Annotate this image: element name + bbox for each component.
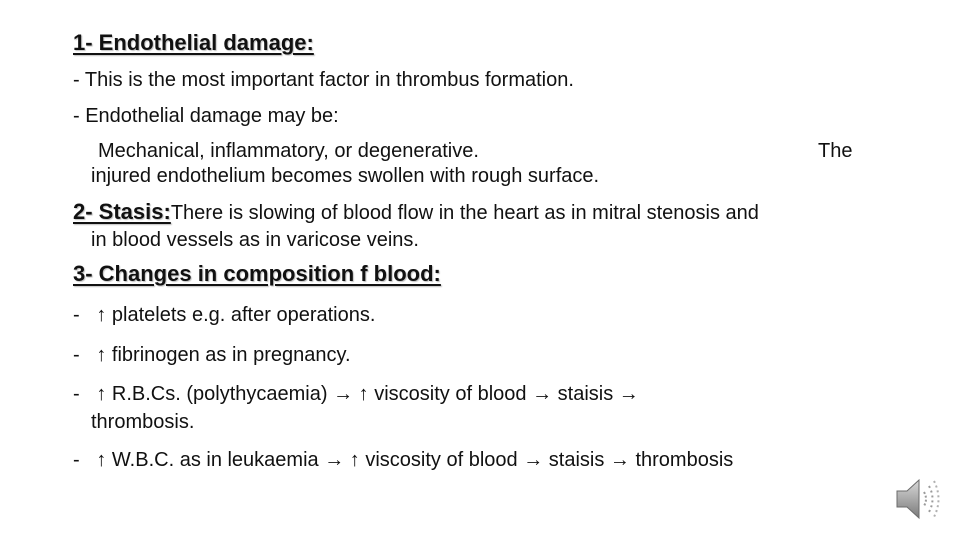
up-arrow-icon: ↑ — [96, 344, 107, 366]
text-line: injured endothelium becomes swollen with rough surface. — [91, 165, 600, 187]
text-line: Mechanical, inflammatory, or degenerative. — [98, 140, 479, 162]
list-text: thrombosis — [635, 449, 734, 471]
list-item-continuation: thrombosis. — [91, 411, 195, 433]
list-item — [73, 303, 375, 327]
list-text: fibrinogen as in pregnancy. — [111, 344, 351, 366]
stasis-paragraph — [73, 200, 759, 225]
right-arrow-icon: → — [333, 383, 354, 405]
text-line: - This is the most important factor in thrombus formation. — [73, 69, 574, 91]
list-text: staisis — [557, 383, 614, 405]
list-text: platelets e.g. after operations. — [111, 304, 376, 326]
up-arrow-icon: ↑ — [96, 304, 107, 326]
list-text: staisis — [548, 449, 605, 471]
heading-stasis: 2- Stasis: — [73, 199, 171, 224]
right-arrow-icon: → — [523, 449, 544, 471]
list-dash: - — [73, 304, 80, 326]
list-dash: - — [73, 344, 80, 366]
text-line: in blood vessels as in varicose veins. — [91, 229, 419, 251]
list-text: viscosity of blood — [365, 449, 518, 471]
right-arrow-icon: → — [618, 383, 639, 405]
text-line: The — [818, 140, 853, 162]
list-item — [73, 448, 733, 472]
heading-changes-composition: 3- Changes in composition f blood: — [73, 261, 441, 286]
list-dash: - — [73, 383, 80, 405]
up-arrow-icon: ↑ — [96, 449, 107, 471]
right-arrow-icon: → — [532, 383, 553, 405]
right-arrow-icon: → — [324, 449, 345, 471]
up-arrow-icon: ↑ — [349, 449, 360, 471]
up-arrow-icon: ↑ — [358, 383, 369, 405]
list-text: R.B.Cs. (polythycaemia) — [111, 383, 328, 405]
list-item — [73, 343, 351, 367]
speaker-icon[interactable] — [893, 475, 943, 523]
up-arrow-icon: ↑ — [96, 383, 107, 405]
list-dash: - — [73, 449, 80, 471]
list-text: viscosity of blood — [374, 383, 527, 405]
stasis-text: There is slowing of blood flow in the heart as in mitral stenosis and — [170, 202, 759, 224]
list-item — [73, 382, 639, 406]
list-text: W.B.C. as in leukaemia — [111, 449, 319, 471]
heading-endothelial-damage: 1- Endothelial damage: — [73, 30, 314, 55]
right-arrow-icon: → — [609, 449, 630, 471]
text-line: - Endothelial damage may be: — [73, 105, 339, 127]
